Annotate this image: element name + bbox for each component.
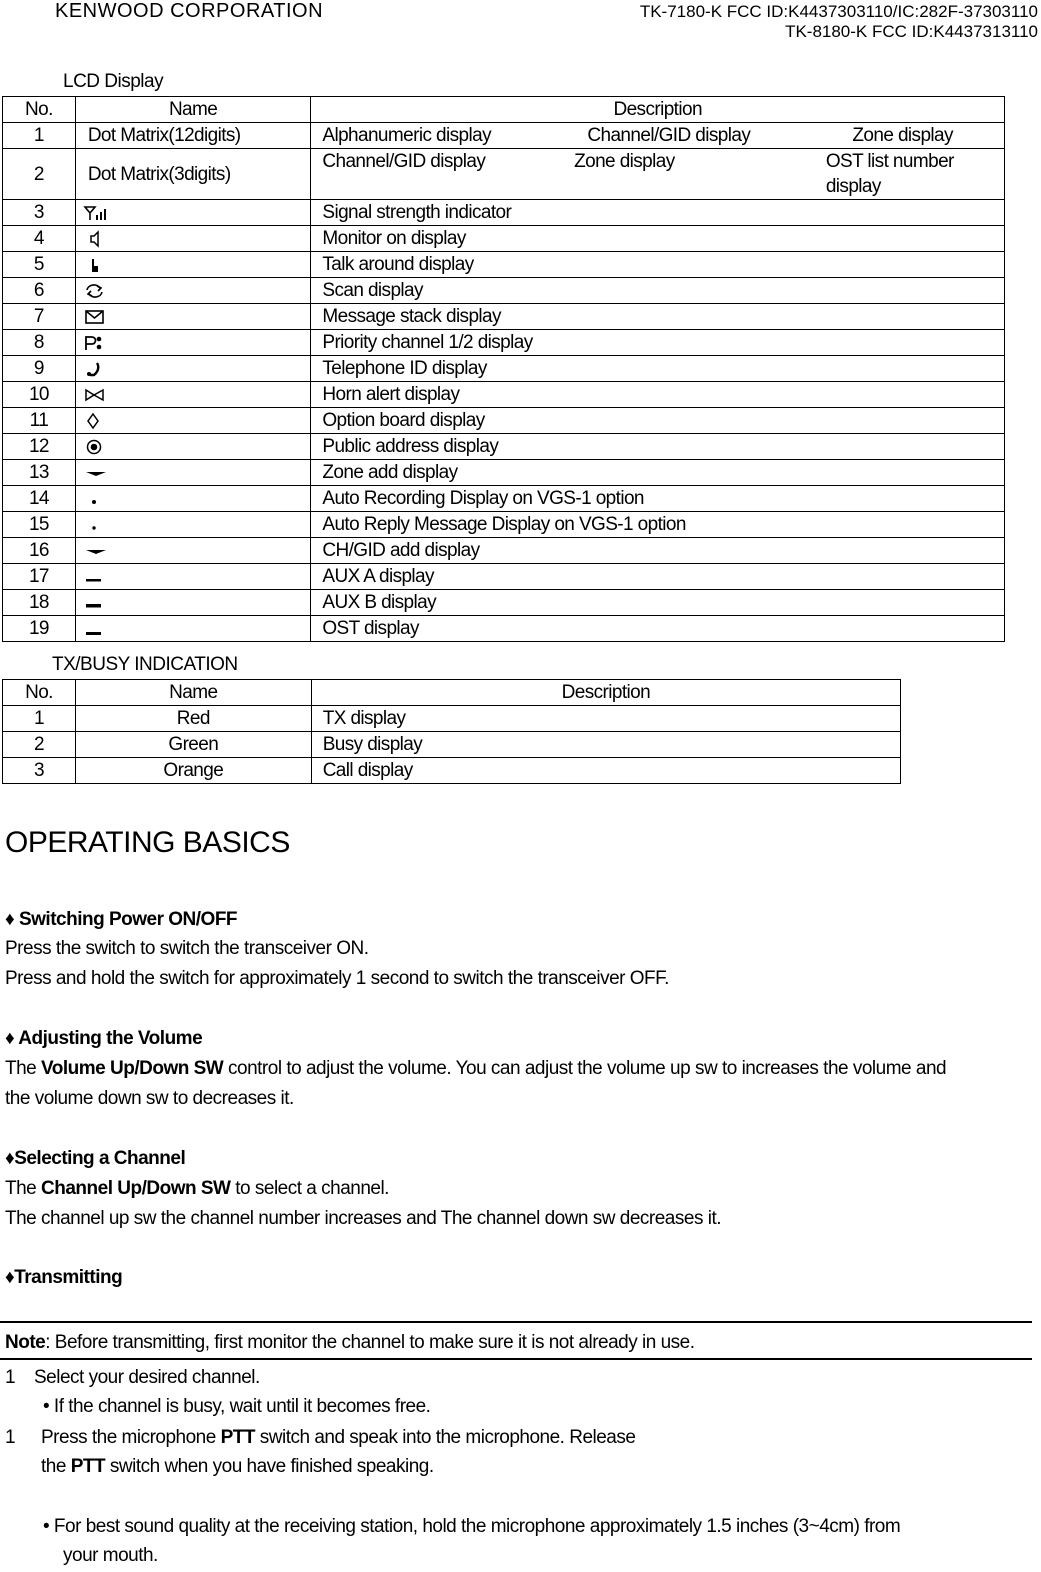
text: switch and speak into the microphone. Release: [254, 1427, 636, 1448]
priority-icon: [83, 334, 107, 352]
diamond-icon: [83, 412, 107, 430]
row-icon-cell: [75, 226, 311, 252]
note-bottom-rule: [0, 1358, 1032, 1360]
talk-around-icon: [83, 256, 107, 274]
row-no: 3: [3, 758, 76, 784]
transmit-heading: ♦Transmitting: [5, 1267, 123, 1288]
row-icon-cell: [75, 382, 311, 408]
row-no: 18: [3, 590, 76, 616]
desc-part: Alphanumeric display: [322, 125, 491, 146]
page-title: OPERATING BASICS: [5, 826, 290, 859]
row-description: Monitor on display: [311, 226, 1005, 252]
dot-icon: [83, 516, 107, 534]
speaker-icon: [83, 230, 107, 248]
table-row: [3, 123, 1005, 149]
row-no: 1: [3, 123, 76, 149]
volume-heading: ♦ Adjusting the Volume: [5, 1028, 203, 1049]
row-description: Zone add display: [311, 460, 1005, 486]
row-description: Auto Reply Message Display on VGS-1 option: [311, 512, 1005, 538]
table-row: [3, 252, 1005, 278]
fcc-id-line-2: TK-8180-K FCC ID:K4437313110: [785, 22, 1038, 41]
header-description: Description: [311, 680, 900, 706]
table-row: [3, 538, 1005, 564]
text: switch when you have finished speaking.: [105, 1456, 434, 1477]
power-line-2: Press and hold the switch for approximately 1 second to switch the transceiver OFF.: [5, 968, 669, 989]
row-description: [311, 123, 1005, 149]
step-1-sub: • If the channel is busy, wait until it becomes free.: [43, 1396, 431, 1417]
row-no: 6: [3, 278, 76, 304]
row-icon-cell: [75, 434, 311, 460]
lcd-header-row: [3, 97, 1005, 123]
signal-strength-icon: [83, 204, 107, 222]
power-line-1: Press the switch to switch the transceiver ON.: [5, 938, 369, 959]
note-text: : Before transmitting, first monitor the channel to make sure it is not already in use.: [45, 1332, 695, 1353]
row-icon-cell: [75, 460, 311, 486]
aux-a-bar-icon: [83, 568, 107, 586]
row-no: 1: [3, 706, 76, 732]
row-name: Orange: [75, 758, 311, 784]
row-description: OST display: [311, 616, 1005, 642]
volume-line-2: the volume down sw to decreases it.: [5, 1088, 294, 1109]
row-icon-cell: [75, 564, 311, 590]
aux-b-bar-icon: [83, 594, 107, 612]
volume-line-1: [5, 1058, 946, 1080]
table-row: [3, 590, 1005, 616]
row-icon-cell: [75, 486, 311, 512]
desc-part: Zone display: [852, 125, 953, 146]
row-icon-cell: [75, 616, 311, 642]
row-description: [311, 149, 1005, 200]
row-icon-cell: [75, 200, 311, 226]
row-no: 17: [3, 564, 76, 590]
channel-line-2: The channel up sw the channel number increases and The channel down sw decreases it.: [5, 1208, 721, 1229]
row-description: Message stack display: [311, 304, 1005, 330]
channel-heading: ♦Selecting a Channel: [5, 1148, 186, 1169]
row-description: Horn alert display: [311, 382, 1005, 408]
row-icon-cell: [75, 252, 311, 278]
lcd-section-label: LCD Display: [63, 71, 164, 92]
row-icon-cell: [75, 590, 311, 616]
envelope-icon: [83, 308, 107, 326]
row-description: Public address display: [311, 434, 1005, 460]
table-row: [3, 382, 1005, 408]
table-row: [3, 616, 1005, 642]
row-no: 11: [3, 408, 76, 434]
header-description: Description: [311, 97, 1005, 123]
txbusy-header-row: [3, 680, 901, 706]
step-2-number: 1: [5, 1427, 16, 1448]
step-1-number: 1: [5, 1367, 16, 1388]
table-row: [3, 226, 1005, 252]
row-icon-cell: [75, 278, 311, 304]
row-icon-cell: [75, 538, 311, 564]
power-heading: ♦ Switching Power ON/OFF: [5, 909, 238, 930]
note-label: Note: [5, 1332, 46, 1353]
text: The: [5, 1058, 42, 1079]
ptt-label: PTT: [220, 1427, 255, 1448]
company-name: KENWOOD CORPORATION: [55, 0, 324, 22]
row-no: 3: [3, 200, 76, 226]
row-icon-cell: [75, 330, 311, 356]
desc-part: Channel/GID display: [322, 151, 486, 172]
row-description: Busy display: [311, 732, 900, 758]
row-description: CH/GID add display: [311, 538, 1005, 564]
tip-line-1: • For best sound quality at the receiving station, hold the microphone approximately 1.5 inches (3~4cm) from: [43, 1516, 901, 1537]
row-no: 12: [3, 434, 76, 460]
row-description: Signal strength indicator: [311, 200, 1005, 226]
table-row: [3, 149, 1005, 200]
public-address-icon: [83, 438, 107, 456]
tip-line-2: your mouth.: [63, 1545, 158, 1566]
txbusy-section-label: TX/BUSY INDICATION: [52, 654, 238, 675]
step-2-line-1: [41, 1427, 635, 1449]
note: [5, 1332, 695, 1354]
row-no: 19: [3, 616, 76, 642]
table-row: [3, 732, 901, 758]
table-row: [3, 278, 1005, 304]
row-description: Option board display: [311, 408, 1005, 434]
channel-switch-name: Channel Up/Down SW: [41, 1178, 231, 1199]
text: the: [41, 1456, 71, 1477]
row-name: Dot Matrix(3digits): [75, 149, 311, 200]
row-description: Scan display: [311, 278, 1005, 304]
fcc-id-line-1: TK-7180-K FCC ID:K4437303110/IC:282F-37303110: [639, 2, 1038, 21]
header-no: No.: [3, 97, 76, 123]
horn-icon: [83, 386, 107, 404]
telephone-icon: [83, 360, 107, 378]
text: The: [5, 1178, 42, 1199]
table-row: [3, 564, 1005, 590]
row-name: Green: [75, 732, 311, 758]
ost-bar-icon: [83, 620, 107, 638]
zone-add-icon: [83, 464, 107, 482]
row-name: Red: [75, 706, 311, 732]
table-row: [3, 486, 1005, 512]
desc-part: Channel/GID display: [587, 125, 751, 146]
row-no: 10: [3, 382, 76, 408]
row-no: 2: [3, 149, 76, 200]
table-row: [3, 460, 1005, 486]
row-description: Talk around display: [311, 252, 1005, 278]
row-no: 2: [3, 732, 76, 758]
text: to select a channel.: [230, 1178, 389, 1199]
text: control to adjust the volume. You can adjust the volume up sw to increases the volume and: [223, 1058, 947, 1079]
row-description: Auto Recording Display on VGS-1 option: [311, 486, 1005, 512]
header-name: Name: [75, 680, 311, 706]
row-no: 15: [3, 512, 76, 538]
table-row: [3, 512, 1005, 538]
row-no: 13: [3, 460, 76, 486]
table-row: [3, 758, 901, 784]
table-row: [3, 706, 901, 732]
row-description: TX display: [311, 706, 900, 732]
row-no: 4: [3, 226, 76, 252]
row-no: 14: [3, 486, 76, 512]
header-name: Name: [75, 97, 311, 123]
step-1-text: Select your desired channel.: [34, 1367, 260, 1388]
desc-part: OST list number display: [825, 151, 954, 197]
row-description: AUX A display: [311, 564, 1005, 590]
scan-icon: [83, 282, 107, 300]
row-no: 16: [3, 538, 76, 564]
dot-icon: [83, 490, 107, 508]
ptt-label: PTT: [70, 1456, 106, 1477]
row-icon-cell: [75, 356, 311, 382]
step-2-line-2: [41, 1456, 434, 1478]
table-row: [3, 408, 1005, 434]
row-description: Priority channel 1/2 display: [311, 330, 1005, 356]
row-description: Telephone ID display: [311, 356, 1005, 382]
row-icon-cell: [75, 512, 311, 538]
note-top-rule: [0, 1321, 1032, 1323]
table-row: [3, 434, 1005, 460]
row-no: 8: [3, 330, 76, 356]
table-row: [3, 200, 1005, 226]
table-row: [3, 304, 1005, 330]
header-no: No.: [3, 680, 76, 706]
row-no: 9: [3, 356, 76, 382]
row-no: 7: [3, 304, 76, 330]
desc-part: Zone display: [574, 151, 675, 172]
text: Press the microphone: [41, 1427, 221, 1448]
volume-switch-name: Volume Up/Down SW: [41, 1058, 224, 1079]
table-row: [3, 356, 1005, 382]
row-no: 5: [3, 252, 76, 278]
row-name: Dot Matrix(12digits): [75, 123, 311, 149]
row-icon-cell: [75, 304, 311, 330]
channel-line-1: [5, 1178, 389, 1200]
row-icon-cell: [75, 408, 311, 434]
row-description: AUX B display: [311, 590, 1005, 616]
row-description: Call display: [311, 758, 900, 784]
table-row: [3, 330, 1005, 356]
txbusy-table: [2, 679, 901, 784]
lcd-table: [2, 96, 1005, 642]
ch-add-icon: [83, 542, 107, 560]
